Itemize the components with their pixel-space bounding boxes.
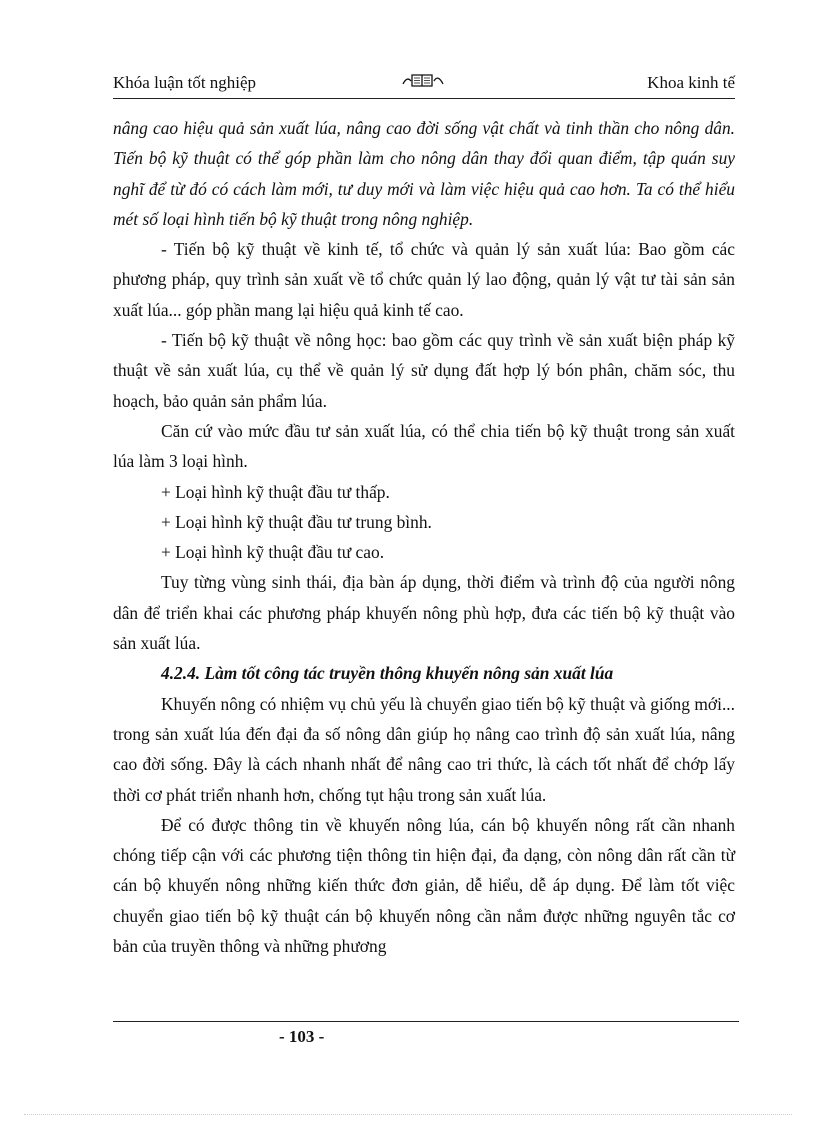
list-item: + Loại hình kỹ thuật đầu tư trung bình. [161, 511, 432, 532]
information-paragraph: Để có được thông tin về khuyến nông lúa, cán bộ khuyến nông rất cần nhanh chóng tiếp cận với các phương tiện thông tin hiện đại, đa dạng, còn nông dân rất cần từ cán bộ khuyến nông những kiến thức đơn giản, dễ hiểu, dễ áp dụng. Để làm tốt việc chuyển giao tiến bộ kỹ thuật cán bộ khuyến nông cần nắm được những nguyên tắc cơ bản của truyền thông và những phương [113, 814, 735, 957]
page-number: - 103 - [279, 1027, 325, 1046]
investment-intro-paragraph: Căn cứ vào mức đầu tư sản xuất lúa, có thể chia tiến bộ kỹ thuật trong sản xuất lúa làm 3 loại hình. [113, 420, 735, 472]
page-header [113, 72, 735, 99]
economic-progress-paragraph: - Tiến bộ kỹ thuật về kinh tế, tổ chức và quản lý sản xuất lúa: Bao gồm các phương pháp, quy trình sản xuất về tổ chức quản lý lao động, quản lý vật tư tài sản sản xuất lúa... góp phần mang lại hiệu quả kinh tế cao. [113, 239, 735, 320]
book-ornament-graphic [401, 72, 445, 88]
extension-paragraph: Khuyến nông có nhiệm vụ chủ yếu là chuyển giao tiến bộ kỹ thuật và giống mới... trong sản xuất lúa đến đại đa số nông dân giúp họ nâng cao trình độ sản xuất lúa, nâng cao đời sống. Đây là cách nhanh nhất để nâng cao tri thức, là cách tốt nhất để chớp lấy thời cơ phát triển nhanh hơn, chống tụt hậu trong sản xuất lúa. [113, 693, 735, 805]
list-item: + Loại hình kỹ thuật đầu tư thấp. [161, 481, 390, 502]
page-edge [24, 1114, 792, 1115]
section-heading: 4.2.4. Làm tốt công tác truyền thông khuyến nông sản xuất lúa [161, 663, 614, 684]
list-item: + Loại hình kỹ thuật đầu tư cao. [161, 542, 385, 563]
ecology-paragraph: Tuy từng vùng sinh thái, địa bàn áp dụng, thời điểm và trình độ của người nông dân để triển khai các phương pháp khuyến nông phù hợp, đưa các tiến bộ kỹ thuật vào sản xuất lúa. [113, 572, 735, 654]
agronomy-progress-paragraph: - Tiến bộ kỹ thuật về nông học: bao gồm các quy trình về sản xuất biện pháp kỹ thuật về sản xuất lúa, cụ thể về quản lý sử dụng đất hợp lý bón phân, chăm sóc, thu hoạch, bảo quản sản phẩm lúa. [113, 330, 735, 411]
thesis-label: Khóa luận tốt nghiệp [113, 73, 257, 92]
faculty-label: Khoa kinh tế [647, 73, 735, 92]
intro-paragraph: nâng cao hiệu quả sản xuất lúa, nâng cao đời sống vật chất và tinh thần cho nông dân. Tiến bộ kỹ thuật có thể góp phần làm cho nông dân thay đổi quan điểm, tập quán suy nghĩ để từ đó có cách làm mới, tư duy mới và làm việc hiệu quả cao hơn. Ta có thể hiểu mét số loại hình tiến bộ kỹ thuật trong nông nghiệp. [113, 118, 735, 229]
book-ornament-icon [401, 72, 445, 88]
footer-divider [113, 1021, 739, 1022]
document-body [113, 113, 735, 961]
